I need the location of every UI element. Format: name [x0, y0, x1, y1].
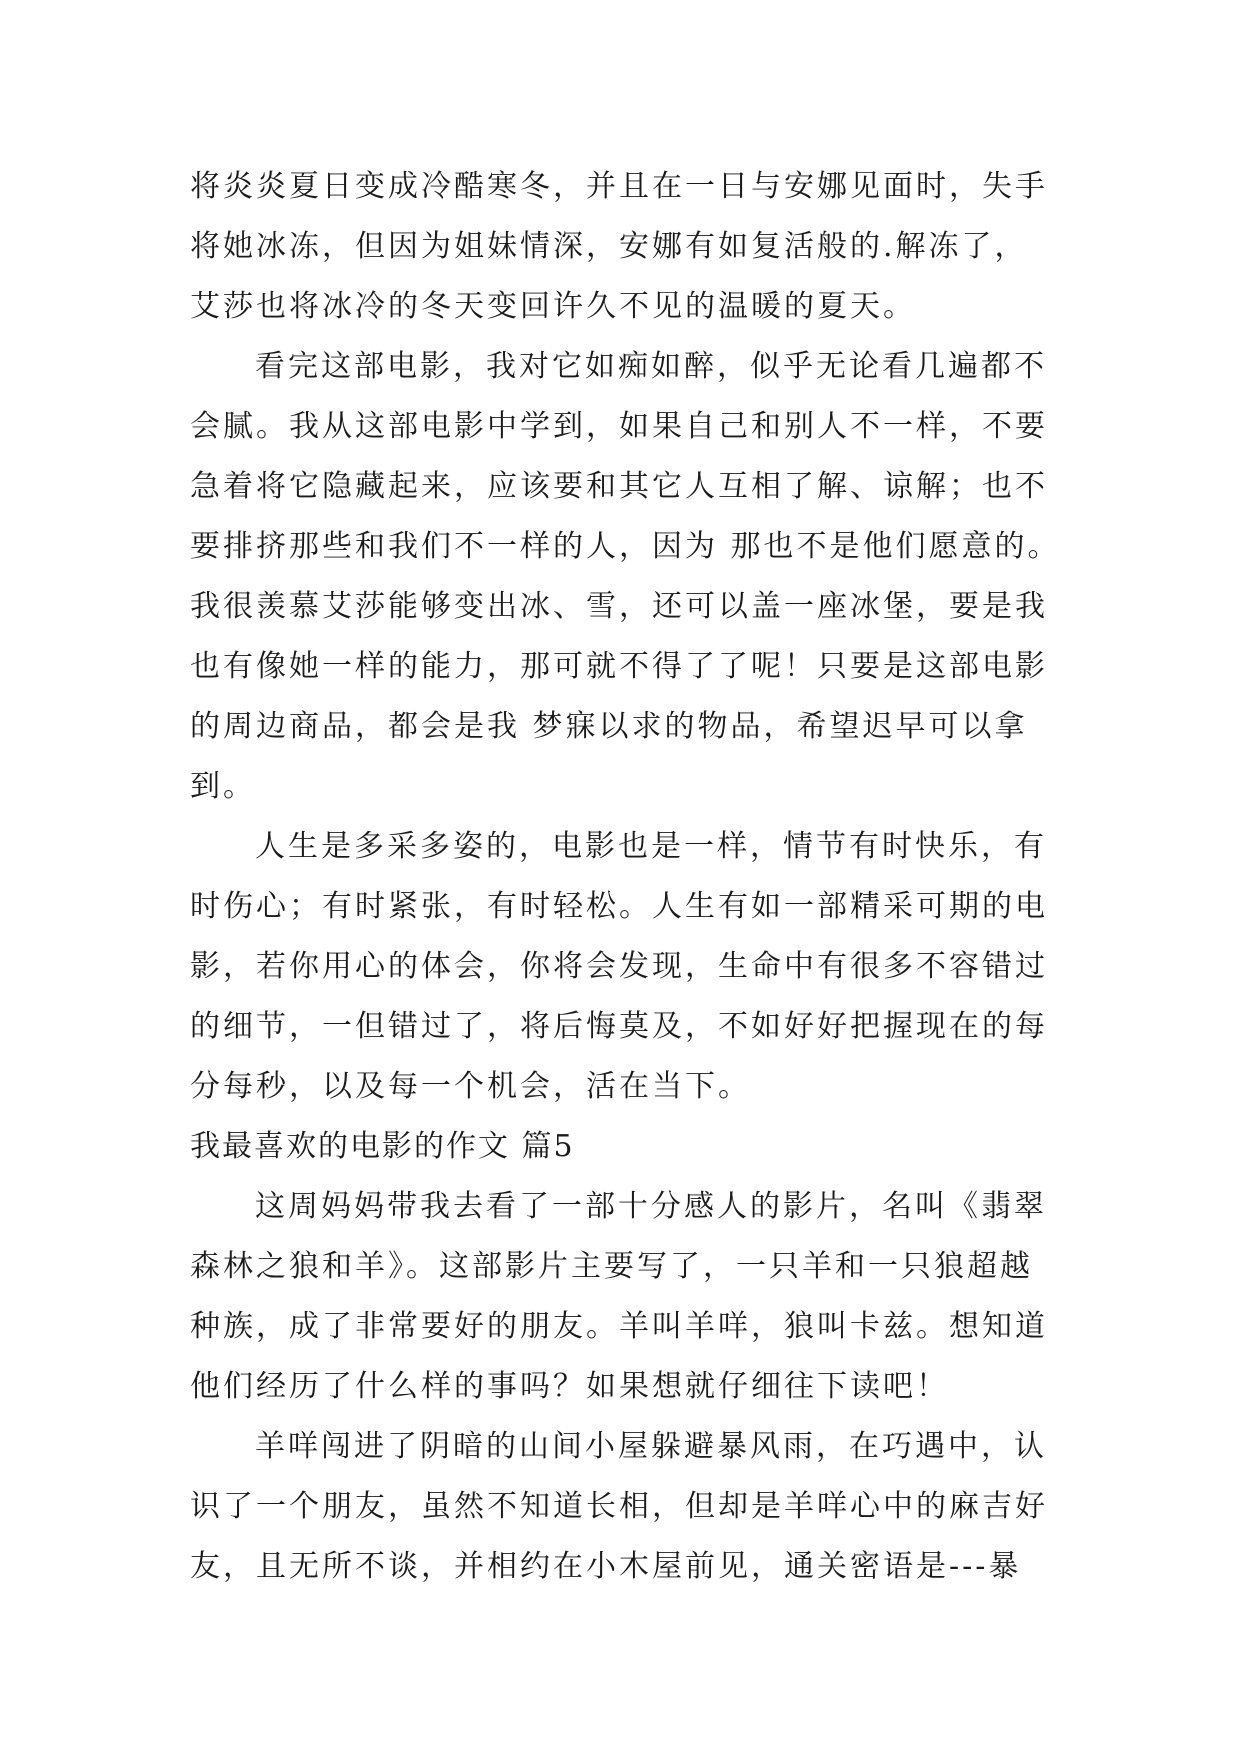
text-line: 森林之狼和羊》。这部影片主要写了，一只羊和一只狼超越 [190, 1249, 1033, 1284]
text-line: 人生是多采多姿的，电影也是一样，情节有时快乐，有 [255, 829, 1047, 864]
text-line: 会腻。我从这部电影中学到，如果自己和别人不一样，不要 [190, 409, 1048, 444]
paragraph-3 [190, 817, 1070, 1117]
text-line: 要排挤那些和我们不一样的人，因为 那也不是他们愿意的。 [190, 529, 1061, 564]
text-line: 种族，成了非常要好的朋友。羊叫羊咩，狼叫卡兹。想知道 [190, 1309, 1048, 1344]
paragraph-5 [190, 1417, 1070, 1597]
paragraph-1 [190, 157, 1070, 337]
text-line: 时伤心；有时紧张，有时轻松。人生有如一部精采可期的电 [190, 889, 1048, 924]
text-line: 识了一个朋友，虽然不知道长相，但却是羊咩心中的麻吉好 [190, 1489, 1048, 1524]
text-line: 将她冰冻，但因为姐妹情深，安娜有如复活般的.解冻了， [190, 229, 1028, 264]
paragraph-4 [190, 1177, 1070, 1417]
text-line: 他们经历了什么样的事吗？如果想就仔细往下读吧！ [190, 1369, 949, 1404]
text-line: 到。 [190, 769, 256, 804]
text-line: 的细节，一但错过了，将后悔莫及，不如好好把握现在的每 [190, 1009, 1048, 1044]
text-line: 艾莎也将冰冷的冬天变回许久不见的温暖的夏天。 [190, 289, 916, 324]
document-page [190, 157, 1070, 1597]
text-line: 影，若你用心的体会，你将会发现，生命中有很多不容错过 [190, 949, 1048, 984]
text-line: 友，且无所不谈，并相约在小木屋前见，通关密语是---暴 [190, 1549, 1022, 1584]
text-line: 的周边商品，都会是我 梦寐以求的物品，希望迟早可以拿 [190, 709, 1028, 744]
text-line: 也有像她一样的能力，那可就不得了了呢！只要是这部电影 [190, 649, 1048, 684]
text-line: 将炎炎夏日变成冷酷寒冬，并且在一日与安娜见面时，失手 [190, 169, 1048, 204]
text-line: 这周妈妈带我去看了一部十分感人的影片，名叫《翡翠 [255, 1189, 1047, 1224]
text-line: 看完这部电影，我对它如痴如醉，似乎无论看几遍都不 [255, 349, 1047, 384]
text-line: 羊咩闯进了阴暗的山间小屋躲避暴风雨，在巧遇中，认 [255, 1429, 1047, 1464]
heading-line: 我最喜欢的电影的作文 篇5 [190, 1129, 575, 1164]
text-line: 急着将它隐藏起来，应该要和其它人互相了解、谅解；也不 [190, 469, 1048, 504]
text-line: 分每秒，以及每一个机会，活在当下。 [190, 1069, 751, 1104]
section-heading [190, 1117, 1070, 1177]
text-line: 我很羡慕艾莎能够变出冰、雪，还可以盖一座冰堡，要是我 [190, 589, 1048, 624]
paragraph-2 [190, 337, 1070, 817]
